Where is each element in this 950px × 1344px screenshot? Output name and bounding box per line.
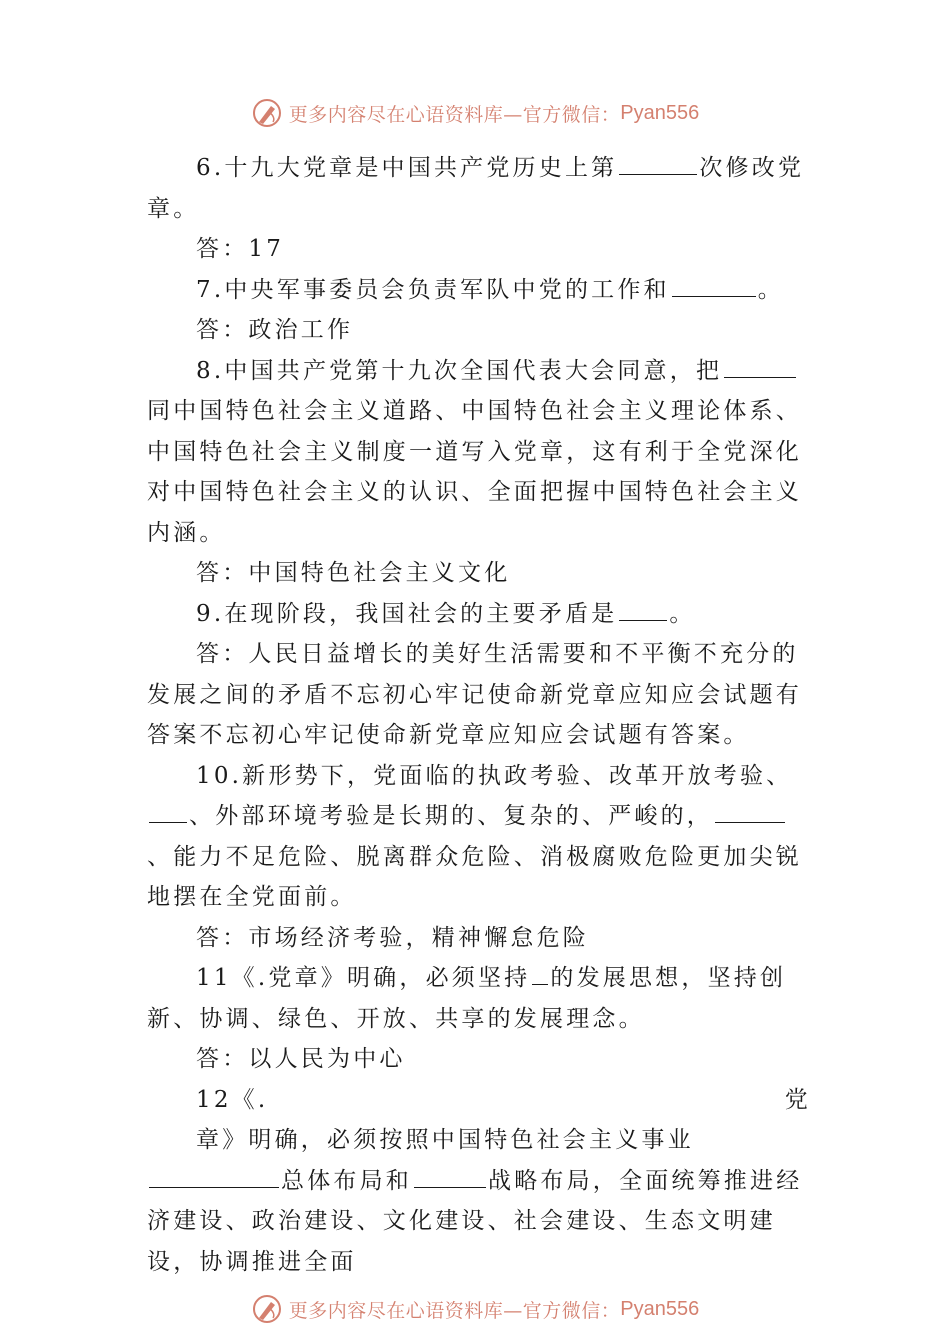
question-7: 7.中央军事委员会负责军队中党的工作和 。: [147, 270, 811, 311]
pen-logo-icon: [251, 1293, 283, 1325]
fill-blank: [619, 152, 697, 175]
watermark-footer: [0, 1291, 950, 1327]
fill-blank: [715, 800, 785, 823]
question-10: 10.新形势下，党面临的执政考验、改革开放考验、、外部环境考验是长期的、复杂的、严峻的，、能力不足危险、脱离群众危险、消极腐败危险更加尖锐地摆在全党面前。: [147, 762, 802, 910]
answer-7: 答：政治工作: [196, 317, 354, 343]
fill-blank: [619, 598, 667, 621]
document-body: [147, 148, 811, 1282]
fill-blank: [149, 1165, 279, 1188]
fill-blank: [724, 355, 796, 378]
question-12-heading: 12《. 党: [196, 1086, 811, 1113]
answer-11: 答：以人民为中心: [196, 1046, 406, 1072]
answer-9: 答：人民日益增长的美好生活需要和不平衡不充分的发展之间的矛盾不忘初心牢记使命新党章应知应会试题有答案不忘初心牢记使命新党章应知应会试题有答案。: [147, 641, 802, 748]
question-9: 9.在现阶段，我国社会的主要矛盾是 。: [147, 594, 811, 635]
fill-blank: [414, 1165, 486, 1188]
fill-blank: [149, 800, 187, 823]
fill-blank: [532, 962, 548, 985]
answer-10: 答：市场经济考验，精神懈怠危险: [196, 924, 589, 951]
watermark-text: 更多内容尽在心语资料库—官方微信：: [288, 103, 621, 126]
pen-logo-icon: [251, 97, 283, 129]
watermark-wechat-id: Pyan556: [620, 101, 700, 124]
watermark-wechat-id: Pyan556: [620, 1297, 700, 1320]
fill-blank: [672, 274, 756, 297]
answer-6: 答：17: [196, 236, 285, 262]
answer-8: 答：中国特色社会主义文化: [196, 560, 511, 586]
watermark-header: [0, 95, 950, 131]
watermark-text: 更多内容尽在心语资料库—官方微信：: [288, 1299, 621, 1322]
question-11: 11《.党章》明确，必须坚持 的发展思想，坚持创新、协调、绿色、开放、共享的发展理念。: [147, 958, 811, 1039]
question-12: 章》明确，必须按照中国特色社会主义事业总体布局和 战略布局，全面统筹推进经济建设、政治建设、文化建设、社会建设、生态文明建设，协调推进全面: [147, 1127, 803, 1275]
question-6: 6.十九大党章是中国共产党历史上第 次修改党章。: [147, 148, 811, 229]
question-8: 8.中国共产党第十九次全国代表大会同意，把同中国特色社会主义道路、中国特色社会主义理论体系、中国特色社会主义制度一道写入党章，这有利于全党深化对中国特色社会主义的认识、全面把握中国特色社会主义内涵。: [147, 351, 811, 554]
